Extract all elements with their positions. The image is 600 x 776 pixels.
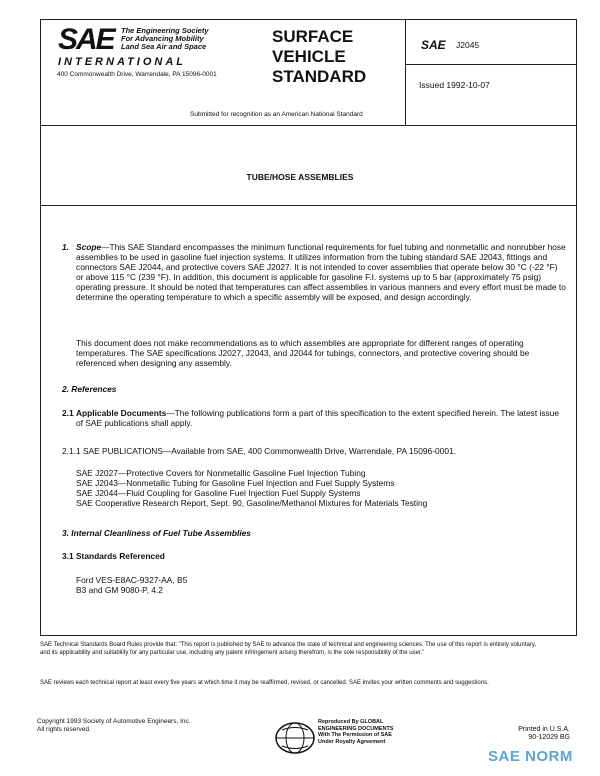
section-1-number: 1. (62, 242, 69, 252)
section-2-1-1: 2.1.1 SAE PUBLICATIONS—Available from SAE, 400 Commonwealth Drive, Warrendale, PA 15096-0001. (62, 446, 456, 456)
section-2-heading: 2. References (62, 384, 117, 394)
global-emblem-icon (274, 721, 316, 755)
reproduction-notice: Reproduced By GLOBAL ENGINEERING DOCUMENTS With The Permission of SAE Under Royalty Agreement (318, 719, 394, 745)
standard-line: B3 and GM 9080-P, 4.2 (76, 585, 163, 595)
scope-text: —This SAE Standard encompasses the minimum functional requirements for fuel tubing and nonmetallic and nonrubber hose assemblies to be used in gasoline fuel injection systems. It utilizes information from the tubing standard SAE J2043, fittings and connectors SAE J2044, and protective covers SAE J2027. It is not intended to cover assemblies that operate below 30 °C (-22 °F) or above 115 °C (239 °F). In addition, this document is applicable for gasoline F.I. systems up to 5 bar (approximately 75 psig) operating pressure. It should be noted that temperatures can affect assemblies in various manners and every effort must be made to determine the operating temperature to which a specific assembly will be exposed, and design accordingly. (76, 242, 566, 302)
reference-item: SAE J2043—Nonmetallic Tubing for Gasoline Fuel Injection and Fuel Supply Systems (76, 478, 395, 488)
section-1-paragraph-2: This document does not make recommendations as to which assemblies are appropriate for different ranges of operating temperatures. The SAE specifications J2027, J2043, and J2044 for tubings, connectors, and protective covering should be referenced when designing any assembly. (76, 338, 530, 368)
reference-item: SAE Cooperative Research Report, Sept. 90, Gasoline/Methanol Mixtures for Materials Testing (76, 498, 428, 508)
section-3-heading: 3. Internal Cleanliness of Fuel Tube Assemblies (62, 528, 251, 538)
issued-date: Issued 1992-10-07 (419, 80, 490, 90)
section-2-1 (76, 408, 566, 428)
printed-in: Printed in U.S.A. 90-12029 BG (518, 726, 570, 741)
standard-line: Ford VES-E8AC-9327-AA, B5 (76, 575, 188, 585)
section-1-scope (76, 242, 566, 302)
reference-list (76, 468, 566, 508)
international-wordmark: INTERNATIONAL (58, 56, 187, 68)
submitted-note: Submitted for recognition as an American National Standard (190, 111, 363, 118)
policy-statement-1: SAE Technical Standards Board Rules provide that: "This report is published by SAE to advance the state of technical and engineering sciences. The use of this report is entirely voluntary, and its applicability and suitability for any particular use, including any patent infringement arising therefrom, is the sole responsibility of the user." (40, 642, 537, 656)
reference-item: SAE J2027—Protective Covers for Nonmetallic Gasoline Fuel Injection Tubing (76, 468, 366, 478)
address: 400 Commonwealth Drive, Warrendale, PA 15096-0001 (57, 71, 217, 78)
policy-statement-2: SAE reviews each technical report at least every five years at which time it may be reaffirmed, revised, or cancelled. SAE invites your written comments and suggestions. (40, 680, 489, 686)
reference-item: SAE J2044—Fluid Coupling for Gasoline Fuel Injection Fuel Supply Systems (76, 488, 361, 498)
section-3-1-body (76, 575, 187, 595)
header-vertical-divider (405, 19, 406, 125)
document-type: SURFACE VEHICLE STANDARD (272, 27, 367, 86)
section-3-1-heading: 3.1 Standards Referenced (62, 551, 165, 561)
tagline: The Engineering Society For Advancing Mobility Land Sea Air and Space (121, 26, 209, 51)
title-divider (40, 205, 577, 206)
sae-logo: SAE (58, 23, 114, 56)
applicable-docs-heading: Applicable Documents (76, 408, 167, 418)
doc-number: J2045 (456, 40, 480, 50)
scope-heading: Scope (76, 242, 102, 252)
doc-label-logo: SAE (421, 38, 446, 52)
sae-norm-watermark: SAE NORM (488, 748, 573, 765)
copyright: Copyright 1993 Society of Automotive Engineers, Inc. All rights reserved. (37, 718, 191, 733)
applicable-docs-text: —The following publications form a part of this specification to the extent specified herein. The latest issue of SAE publications shall apply. (76, 408, 560, 428)
document-title: TUBE/HOSE ASSEMBLIES (246, 172, 354, 182)
header-divider (40, 125, 577, 126)
doc-number-divider (405, 64, 577, 65)
section-2-1-number: 2.1 (62, 408, 74, 418)
